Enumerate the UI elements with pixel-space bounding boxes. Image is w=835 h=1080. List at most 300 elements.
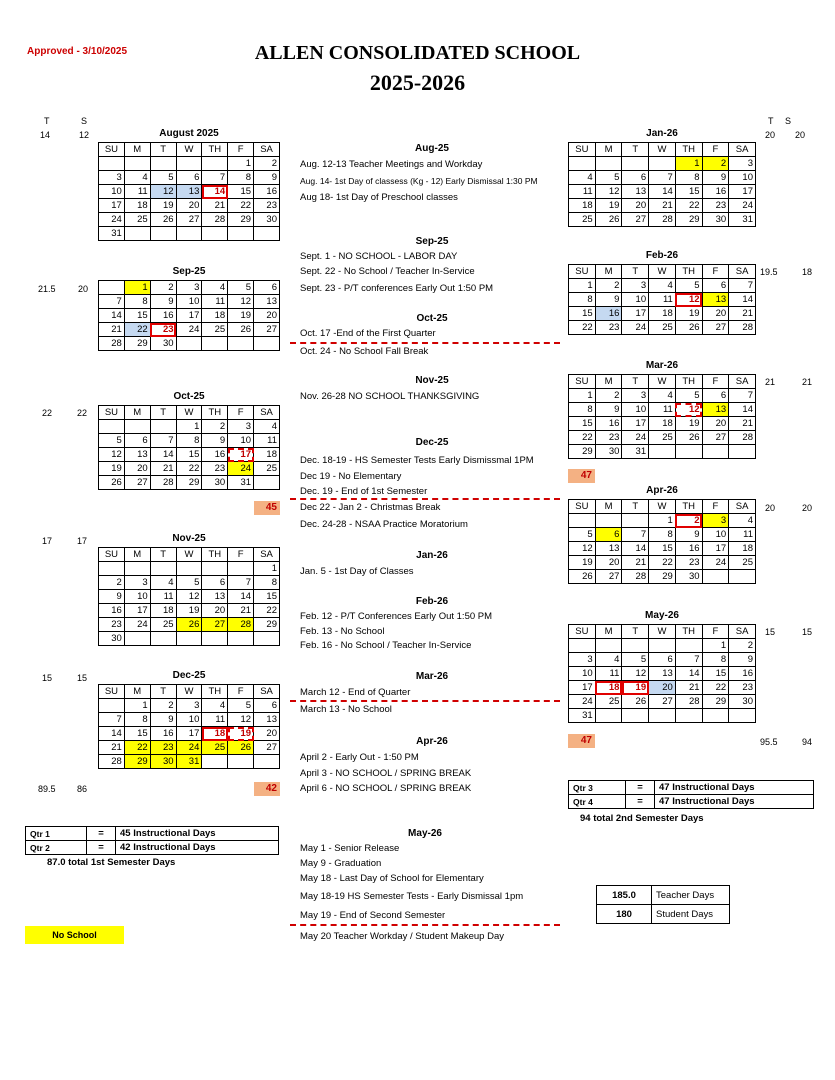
day-cell [702, 445, 729, 459]
qtr3-equals: = [626, 781, 655, 795]
event-item: Sept. 23 - P/T conferences Early Out 1:50 PM [300, 283, 494, 294]
day-cell: 2 [99, 576, 125, 590]
day-cell: 6 [124, 434, 150, 448]
day-cell: 31 [729, 213, 756, 227]
day-cell: 10 [702, 528, 729, 542]
week-row [569, 570, 756, 584]
week-row [569, 403, 756, 417]
week-row [99, 590, 280, 604]
event-item: Sept. 1 - NO SCHOOL - LABOR DAY [300, 251, 458, 262]
day-cell: 24 [569, 695, 596, 709]
day-cell: 4 [202, 699, 228, 713]
day-cell: 4 [150, 576, 176, 590]
day-cell: 22 [569, 431, 596, 445]
day-cell: 27 [595, 570, 622, 584]
qtr2-value: 42 Instructional Days [116, 841, 279, 855]
week-row [569, 321, 756, 335]
day-cell: 25 [150, 618, 176, 632]
day-cell: 1 [675, 157, 702, 171]
day-cell [150, 157, 176, 171]
day-cell [124, 227, 150, 241]
weekday-header: TH [675, 143, 702, 157]
day-cell [176, 227, 202, 241]
day-cell: 3 [176, 281, 202, 295]
day-cell: 2 [702, 157, 729, 171]
day-cell: 5 [675, 389, 702, 403]
day-cell: 21 [99, 323, 125, 337]
day-cell [150, 562, 176, 576]
student-days-label: Student Days [652, 905, 730, 924]
day-cell: 11 [729, 528, 756, 542]
day-cell: 29 [569, 445, 596, 459]
events-may-heading: May-26 [408, 828, 442, 839]
day-cell: 9 [729, 653, 756, 667]
weekday-header: W [176, 548, 202, 562]
event-item: April 6 - NO SCHOOL / SPRING BREAK [300, 783, 472, 794]
event-item: Oct. 17 -End of the First Quarter [300, 328, 436, 339]
week-row [569, 639, 756, 653]
day-cell: 16 [150, 309, 176, 323]
day-cell: 29 [124, 337, 150, 351]
week-row [569, 307, 756, 321]
day-cell: 14 [228, 590, 254, 604]
day-cell: 19 [176, 604, 202, 618]
day-cell: 25 [202, 323, 228, 337]
day-cell: 18 [202, 309, 228, 323]
day-cell: 20 [702, 417, 729, 431]
day-cell: 1 [124, 281, 150, 295]
day-cell [729, 570, 756, 584]
sem2-teacher-days: 95.5 [760, 737, 778, 747]
week-row [99, 448, 280, 462]
day-cell: 19 [228, 309, 254, 323]
weekday-header: M [595, 500, 622, 514]
weekday-header: M [124, 685, 150, 699]
week-row [569, 279, 756, 293]
feb-calendar [568, 264, 756, 335]
day-cell: 20 [702, 307, 729, 321]
day-cell: 28 [150, 476, 176, 490]
day-cell: 27 [176, 213, 202, 227]
student-days-number: 180 [597, 905, 652, 924]
may-month-title: May-26 [645, 610, 679, 621]
day-cell: 3 [702, 514, 729, 528]
event-item: Feb. 16 - No School / Teacher In-Service [300, 640, 472, 651]
sem1-teacher-days: 89.5 [38, 784, 56, 794]
day-cell: 26 [569, 570, 596, 584]
day-cell: 3 [99, 171, 125, 185]
day-cell: 9 [595, 293, 622, 307]
dec-student-days: 15 [77, 673, 88, 683]
weekday-header: W [649, 500, 676, 514]
weekday-header: SU [569, 500, 596, 514]
week-row [99, 281, 280, 295]
day-cell: 6 [649, 653, 676, 667]
day-cell: 25 [569, 213, 596, 227]
week-row [99, 576, 280, 590]
weekday-header: F [702, 265, 729, 279]
day-cell: 30 [150, 755, 176, 769]
week-row [569, 389, 756, 403]
day-cell: 14 [202, 185, 228, 199]
weekday-header: TH [202, 143, 228, 157]
day-cell: 19 [622, 681, 649, 695]
day-cell: 13 [254, 713, 280, 727]
day-cell: 15 [254, 590, 280, 604]
day-cell: 2 [675, 514, 702, 528]
day-cell: 31 [622, 445, 649, 459]
day-cell: 30 [99, 632, 125, 646]
weekday-header: TH [202, 548, 228, 562]
day-cell: 24 [124, 618, 150, 632]
semester-end-divider [290, 498, 560, 500]
weekday-header-row [569, 265, 756, 279]
day-cell [124, 632, 150, 646]
apr-teacher-days: 20 [765, 503, 776, 513]
day-cell: 22 [254, 604, 280, 618]
day-cell: 24 [228, 462, 254, 476]
right-s-label: S [785, 116, 792, 126]
day-cell: 24 [176, 323, 202, 337]
day-cell: 9 [254, 171, 280, 185]
weekday-header-row [99, 548, 280, 562]
week-row [99, 420, 280, 434]
day-cell: 7 [228, 576, 254, 590]
may-student-days: 15 [802, 627, 813, 637]
day-cell: 16 [254, 185, 280, 199]
weekday-header: W [649, 375, 676, 389]
day-cell: 21 [675, 681, 702, 695]
day-cell: 24 [176, 741, 202, 755]
quarter-end-divider [290, 342, 560, 344]
day-cell: 12 [595, 185, 622, 199]
weekday-header: M [124, 143, 150, 157]
mar-calendar [568, 374, 756, 459]
week-row [99, 699, 280, 713]
weekday-header: TH [202, 685, 228, 699]
weekday-header: SA [729, 625, 756, 639]
day-cell: 20 [254, 309, 280, 323]
day-cell: 28 [675, 695, 702, 709]
may-calendar [568, 624, 756, 723]
sep-student-days: 20 [78, 284, 89, 294]
day-cell [99, 699, 125, 713]
school-title: ALLEN CONSOLIDATED SCHOOL [254, 42, 581, 64]
day-cell: 24 [622, 431, 649, 445]
event-item: Dec 19 - No Elementary [300, 471, 402, 482]
event-item: March 13 - No School [300, 704, 392, 715]
day-cell: 27 [622, 213, 649, 227]
day-cell: 23 [150, 741, 176, 755]
week-row [99, 295, 280, 309]
qtr4-value: 47 Instructional Days [655, 795, 814, 809]
day-cell: 15 [228, 185, 254, 199]
day-cell: 29 [228, 213, 254, 227]
day-cell [202, 562, 228, 576]
day-cell: 11 [202, 713, 228, 727]
mar-student-days: 21 [802, 377, 813, 387]
weekday-header: SA [254, 548, 280, 562]
day-cell: 19 [569, 556, 596, 570]
weekday-header: F [228, 548, 254, 562]
week-row [99, 562, 280, 576]
day-cell: 1 [176, 420, 202, 434]
day-cell: 29 [649, 570, 676, 584]
day-cell: 17 [622, 417, 649, 431]
day-cell: 20 [622, 199, 649, 213]
day-cell [595, 709, 622, 723]
day-cell: 31 [176, 755, 202, 769]
day-cell: 24 [702, 556, 729, 570]
day-cell: 21 [729, 307, 756, 321]
day-cell: 12 [150, 185, 176, 199]
day-cell: 11 [595, 667, 622, 681]
weekday-header: SU [569, 265, 596, 279]
day-cell: 6 [622, 171, 649, 185]
week-row [569, 709, 756, 723]
day-cell: 19 [595, 199, 622, 213]
day-cell: 6 [702, 389, 729, 403]
day-cell: 9 [675, 528, 702, 542]
day-cell: 7 [202, 171, 228, 185]
day-cell: 7 [729, 279, 756, 293]
day-cell: 12 [228, 713, 254, 727]
day-cell: 28 [729, 431, 756, 445]
day-cell [649, 709, 676, 723]
day-cell: 8 [176, 434, 202, 448]
weekday-header: F [228, 143, 254, 157]
qtr1-equals: = [87, 827, 116, 841]
day-cell [202, 755, 228, 769]
day-cell: 12 [228, 295, 254, 309]
weekday-header: T [622, 375, 649, 389]
event-item: March 12 - End of Quarter [300, 687, 411, 698]
day-cell: 25 [124, 213, 150, 227]
qtr1-total-badge: 45 [254, 501, 280, 515]
day-cell: 2 [595, 389, 622, 403]
day-cell: 28 [99, 755, 125, 769]
day-cell: 17 [99, 199, 125, 213]
day-cell: 9 [150, 713, 176, 727]
day-cell: 12 [675, 403, 702, 417]
weekday-header: T [622, 500, 649, 514]
day-cell [649, 157, 676, 171]
event-item: April 2 - Early Out - 1:50 PM [300, 752, 419, 763]
day-cell: 5 [228, 281, 254, 295]
weekday-header: SA [254, 406, 280, 420]
week-row [569, 542, 756, 556]
day-cell: 20 [176, 199, 202, 213]
event-item: Jan. 5 - 1st Day of Classes [300, 566, 414, 577]
week-row [99, 727, 280, 741]
day-cell [99, 562, 125, 576]
day-cell: 4 [649, 389, 676, 403]
day-cell [254, 755, 280, 769]
jan-month-title: Jan-26 [646, 128, 678, 139]
sep-month-title: Sep-25 [172, 266, 206, 277]
day-cell: 27 [702, 321, 729, 335]
day-cell [150, 632, 176, 646]
week-row [569, 445, 756, 459]
weekday-header-row [99, 685, 280, 699]
week-row [569, 213, 756, 227]
week-row [99, 476, 280, 490]
weekday-header: SU [569, 625, 596, 639]
day-cell: 29 [124, 755, 150, 769]
day-cell: 27 [254, 741, 280, 755]
weekday-header: TH [675, 500, 702, 514]
day-cell: 28 [729, 321, 756, 335]
event-item: Dec. 19 - End of 1st Semester [300, 486, 428, 497]
feb-month-title: Feb-26 [645, 250, 679, 261]
aug-month-title: August 2025 [159, 128, 219, 139]
day-cell [649, 445, 676, 459]
day-cell: 17 [622, 307, 649, 321]
week-row [99, 618, 280, 632]
event-item: Sept. 22 - No School / Teacher In-Service [300, 266, 475, 277]
events-dec-heading: Dec-25 [415, 437, 449, 448]
day-cell: 17 [176, 309, 202, 323]
sep-calendar [98, 280, 280, 351]
day-cell: 1 [702, 639, 729, 653]
qtr1-value: 45 Instructional Days [116, 827, 279, 841]
day-cell: 12 [569, 542, 596, 556]
day-cell [569, 639, 596, 653]
day-cell: 25 [649, 431, 676, 445]
day-cell: 11 [649, 293, 676, 307]
quarter-end-divider [290, 700, 560, 702]
day-cell: 13 [622, 185, 649, 199]
day-cell: 7 [622, 528, 649, 542]
day-cell [176, 562, 202, 576]
weekday-header-row [99, 143, 280, 157]
weekday-header-row [99, 406, 280, 420]
nov-month-title: Nov-25 [172, 533, 206, 544]
week-row [99, 309, 280, 323]
weekday-header: SU [569, 143, 596, 157]
weekday-header: F [702, 625, 729, 639]
day-cell [569, 514, 596, 528]
day-cell: 8 [254, 576, 280, 590]
weekday-header: F [702, 500, 729, 514]
day-cell: 21 [729, 417, 756, 431]
day-cell: 27 [254, 323, 280, 337]
day-cell: 31 [99, 227, 125, 241]
day-cell: 12 [622, 667, 649, 681]
sep-teacher-days: 21.5 [38, 284, 56, 294]
weekday-header: SU [99, 548, 125, 562]
day-cell [254, 337, 280, 351]
day-cell: 13 [649, 667, 676, 681]
day-cell: 15 [124, 727, 150, 741]
weekday-header: SU [569, 375, 596, 389]
event-item: Feb. 13 - No School [300, 626, 385, 637]
day-cell [702, 570, 729, 584]
day-cell: 5 [622, 653, 649, 667]
aug-student-days: 12 [79, 130, 90, 140]
semester2-total: 94 total 2nd Semester Days [580, 813, 704, 824]
day-cell: 14 [622, 542, 649, 556]
weekday-header: SU [99, 143, 125, 157]
weekday-header: W [176, 406, 202, 420]
event-item: Feb. 12 - P/T Conferences Early Out 1:50 PM [300, 611, 493, 622]
teacher-days-label: Teacher Days [652, 886, 730, 905]
day-cell: 5 [675, 279, 702, 293]
day-cell: 28 [622, 570, 649, 584]
day-cell: 21 [622, 556, 649, 570]
day-cell: 11 [150, 590, 176, 604]
weekday-header: SA [729, 143, 756, 157]
day-cell: 10 [622, 293, 649, 307]
day-cell [595, 639, 622, 653]
qtr3-label: Qtr 3 [569, 781, 626, 795]
event-item: May 18-19 HS Semester Tests - Early Dismissal 1pm [300, 891, 524, 902]
weekday-header: TH [675, 265, 702, 279]
week-row [99, 462, 280, 476]
day-cell [702, 709, 729, 723]
weekday-header: T [622, 625, 649, 639]
day-cell [124, 157, 150, 171]
day-cell: 7 [649, 171, 676, 185]
event-item: Nov. 26-28 NO SCHOOL THANKSGIVING [300, 391, 480, 402]
day-cell: 17 [569, 681, 596, 695]
day-cell [729, 709, 756, 723]
weekday-header: T [622, 143, 649, 157]
day-cell: 17 [176, 727, 202, 741]
day-cell: 14 [649, 185, 676, 199]
day-cell: 14 [99, 727, 125, 741]
weekday-header: W [176, 143, 202, 157]
day-cell: 20 [649, 681, 676, 695]
day-cell: 22 [228, 199, 254, 213]
week-row [569, 653, 756, 667]
day-cell: 6 [176, 171, 202, 185]
day-cell: 25 [254, 462, 280, 476]
day-cell: 6 [595, 528, 622, 542]
day-cell: 4 [595, 653, 622, 667]
day-cell: 18 [649, 307, 676, 321]
dec-month-title: Dec-25 [172, 670, 206, 681]
left-t-label: T [44, 116, 50, 126]
jan-student-days: 20 [795, 130, 806, 140]
weekday-header: SA [254, 685, 280, 699]
dec-calendar [98, 684, 280, 769]
day-cell: 14 [675, 667, 702, 681]
day-cell: 9 [702, 171, 729, 185]
week-row [569, 556, 756, 570]
left-s-label: S [81, 116, 88, 126]
day-cell: 18 [254, 448, 280, 462]
weekday-header: M [595, 375, 622, 389]
week-row [99, 185, 280, 199]
nov-teacher-days: 17 [42, 536, 53, 546]
day-cell: 15 [176, 448, 202, 462]
day-cell: 18 [150, 604, 176, 618]
day-cell [622, 514, 649, 528]
week-row [569, 431, 756, 445]
day-cell: 12 [675, 293, 702, 307]
day-cell: 21 [150, 462, 176, 476]
day-cell [622, 709, 649, 723]
day-cell: 8 [228, 171, 254, 185]
day-cell: 17 [124, 604, 150, 618]
day-cell: 5 [176, 576, 202, 590]
day-cell: 16 [675, 542, 702, 556]
weekday-header: SA [729, 500, 756, 514]
approved-note: Approved - 3/10/2025 [27, 46, 128, 57]
events-aug-heading: Aug-25 [415, 143, 449, 154]
day-cell: 11 [569, 185, 596, 199]
